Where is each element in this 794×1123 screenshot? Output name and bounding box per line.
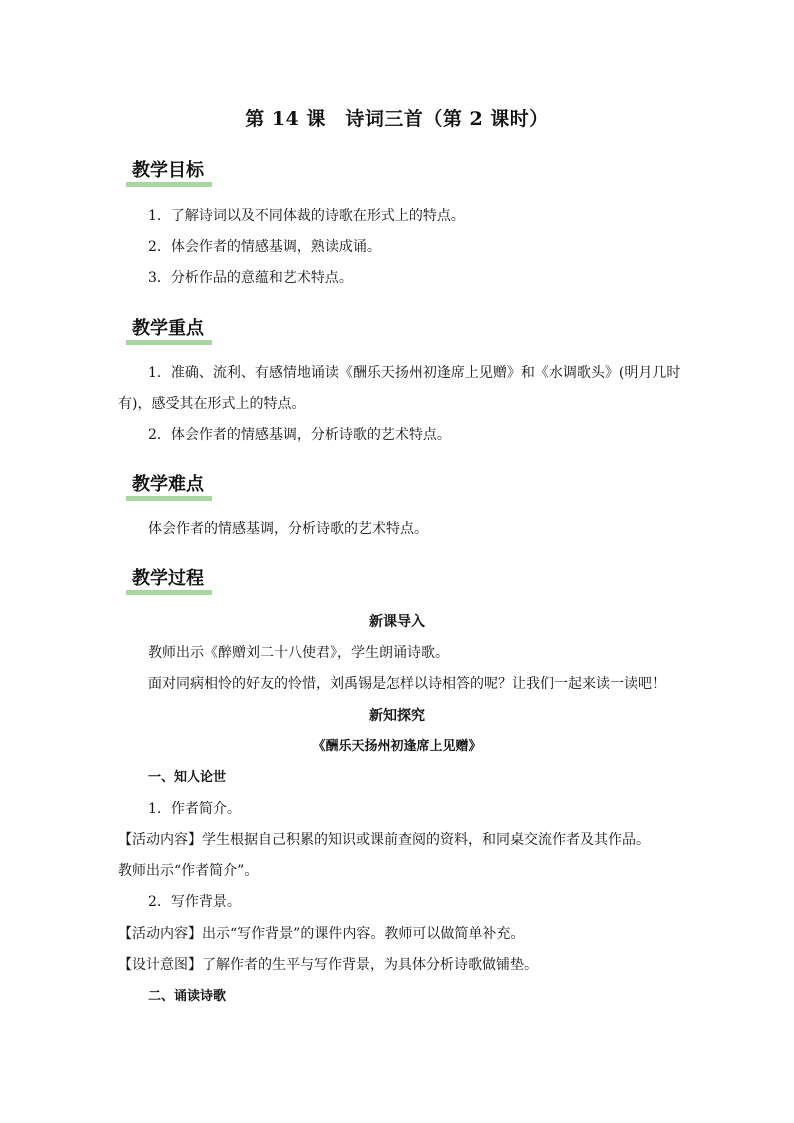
difficulty-text: 体会作者的情感基调，分析诗歌的艺术特点。 [148, 521, 428, 537]
part-2-title: 二、诵读诗歌 [148, 989, 227, 1004]
activity-1-line-1: 【活动内容】学生根据自己积累的知识或课前查阅的资料，和同桌交流作者及其作品。 [118, 832, 650, 848]
goal-item-1: 1．了解诗词以及不同体裁的诗歌在形式上的特点。 [148, 208, 465, 224]
activity-2: 【活动内容】出示“写作背景”的课件内容。教师可以做简单补充。 [118, 926, 525, 942]
background-heading: 2．写作背景。 [148, 894, 241, 910]
focus-item-2: 2．体会作者的情感基调，分析诗歌的艺术特点。 [148, 427, 451, 443]
intro-paragraph-2: 面对同病相怜的好友的怜惜，刘禹锡是怎样以诗相答的呢？让我们一起来读一读吧！ [148, 676, 666, 692]
design-intent: 【设计意图】了解作者的生平与写作背景，为具体分析诗歌做铺垫。 [118, 957, 538, 973]
section-heading-process: 教学过程 [126, 568, 210, 591]
section-heading-focus: 教学重点 [126, 318, 210, 341]
author-intro-heading: 1．作者简介。 [148, 801, 241, 817]
poem-title: 《酬乐天扬州初逢席上见赠》 [312, 739, 482, 754]
activity-1-line-2: 教师出示“作者简介”。 [118, 863, 259, 879]
part-1-title: 一、知人论世 [148, 770, 227, 785]
focus-item-1-line-2: 有)，感受其在形式上的特点。 [118, 396, 306, 412]
focus-item-1-line-1: 1．准确、流利、有感情地诵读《酬乐天扬州初逢席上见赠》和《水调歌头》(明月几时 [148, 365, 681, 381]
goal-item-3: 3．分析作品的意蕴和艺术特点。 [148, 270, 353, 286]
page-title: 第 14 课 诗词三首（第 2 课时） [245, 108, 549, 130]
goal-item-2: 2．体会作者的情感基调，熟读成诵。 [148, 239, 381, 255]
intro-title: 新课导入 [369, 614, 425, 630]
section-heading-difficulty: 教学难点 [126, 474, 210, 497]
intro-paragraph-1: 教师出示《醉赠刘二十八使君》，学生朗诵诗歌。 [148, 645, 449, 661]
explore-title: 新知探究 [369, 708, 425, 724]
section-heading-goals: 教学目标 [126, 160, 210, 183]
